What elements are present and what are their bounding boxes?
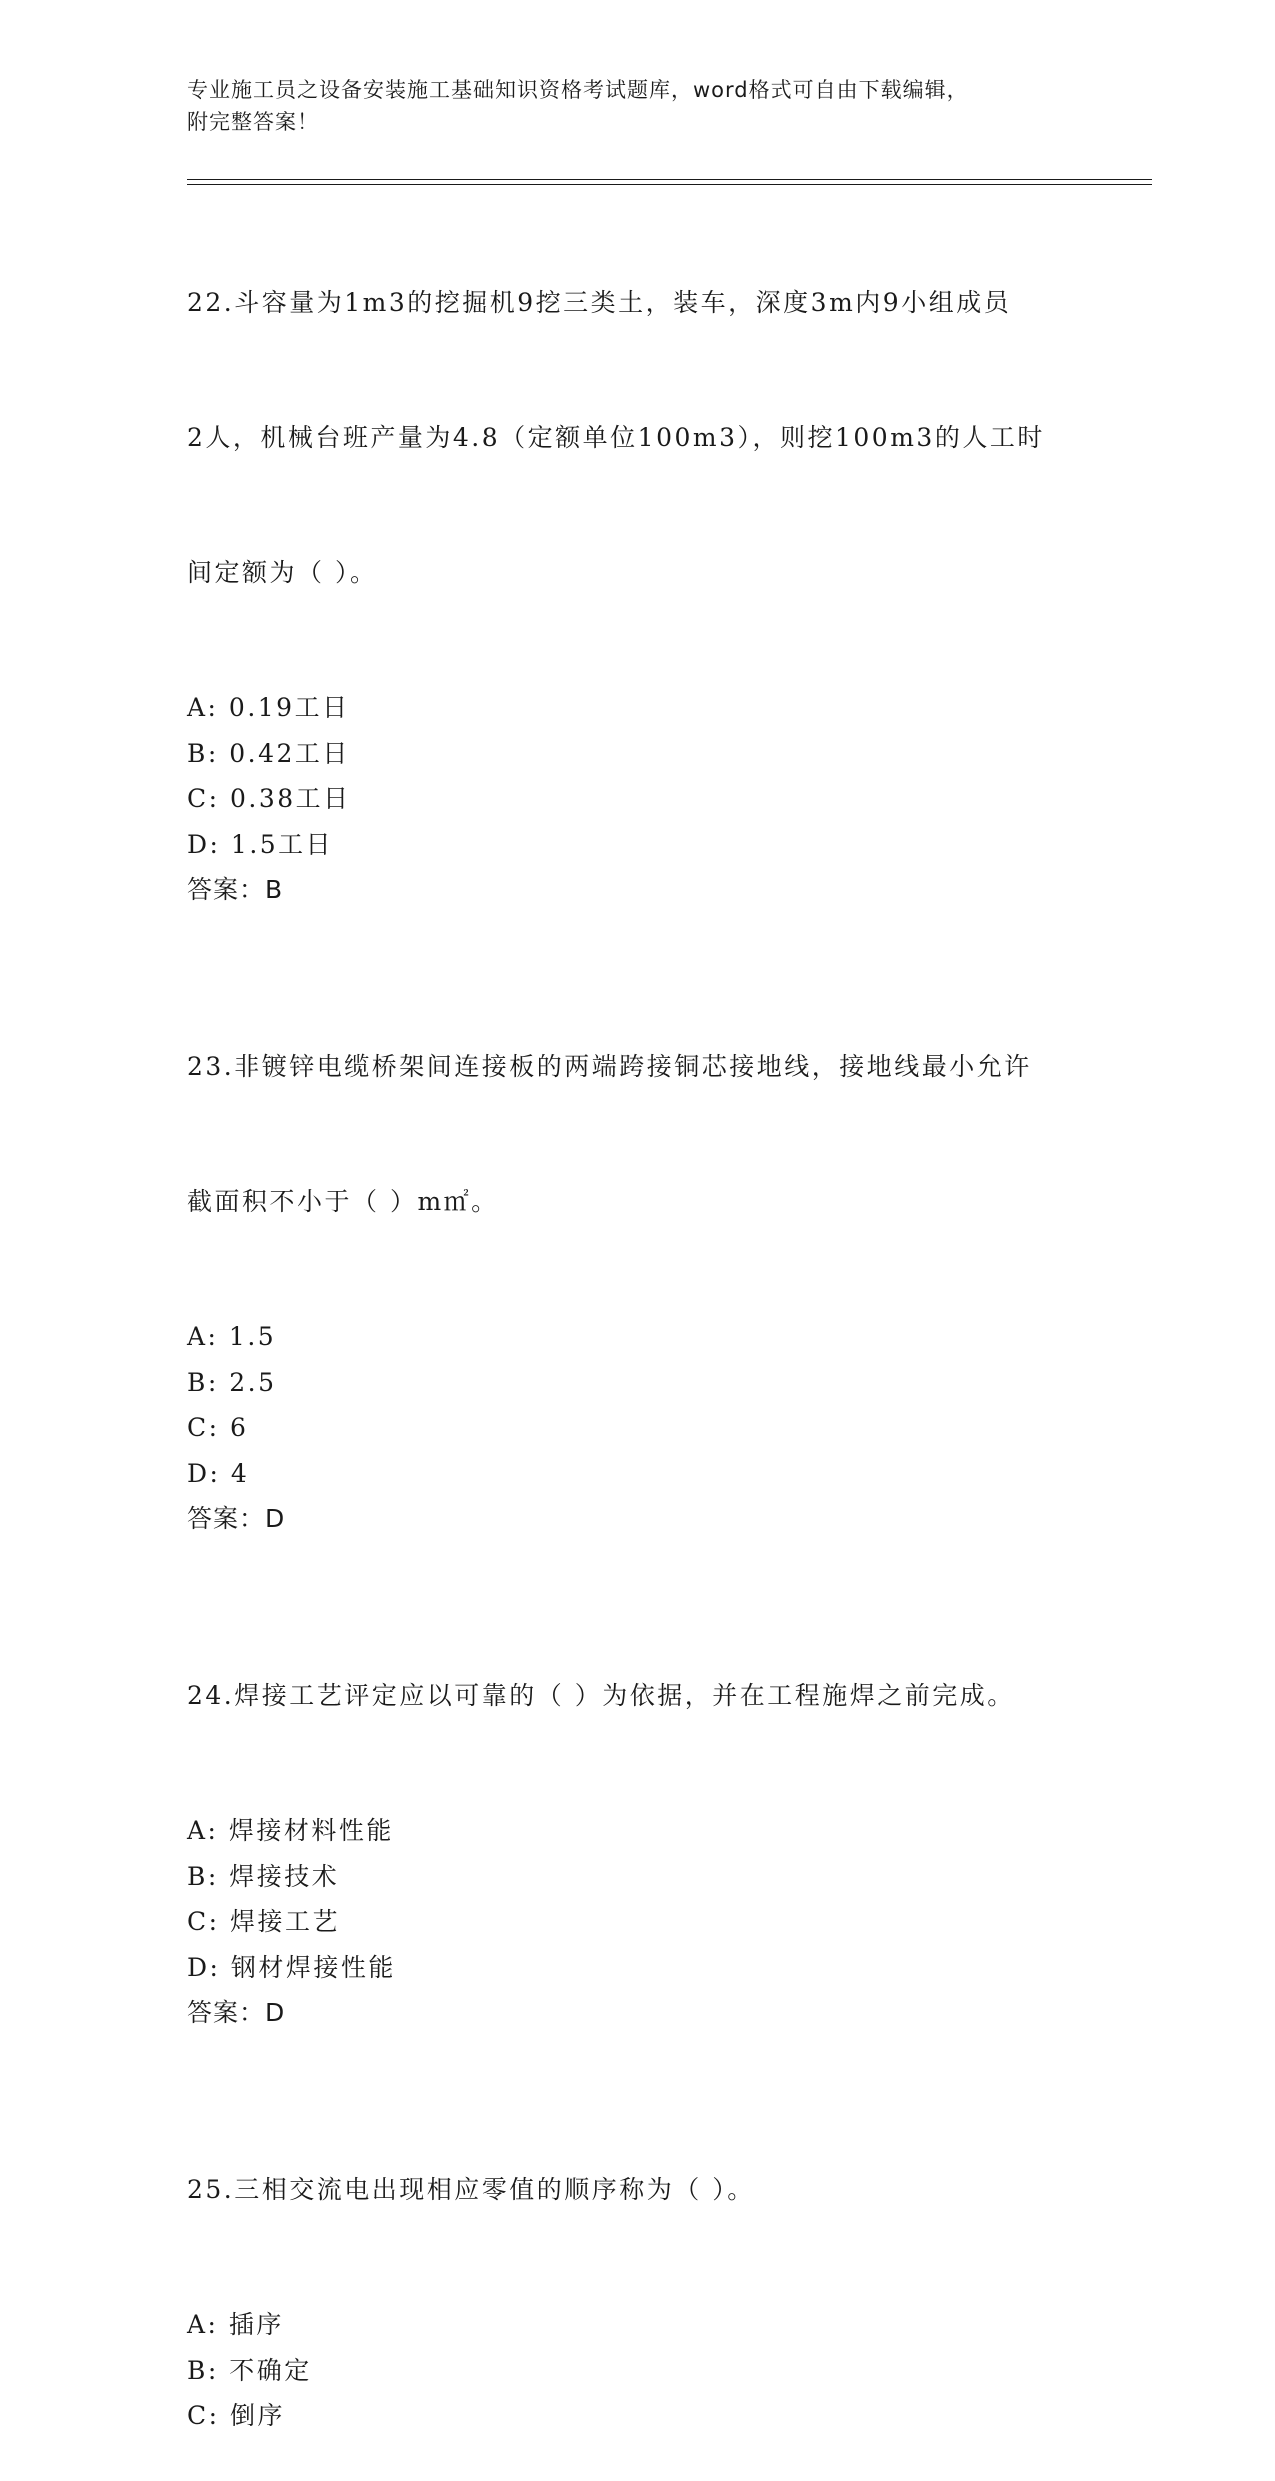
option-d: D: 4 bbox=[187, 1458, 250, 1488]
document-header bbox=[187, 74, 1087, 138]
question-stem-line: 2人，机械台班产量为4.8（定额单位100m3），则挖100m3的人工时 bbox=[187, 423, 1045, 452]
question-25 bbox=[187, 2077, 1087, 2439]
answer: 答案：D bbox=[187, 1998, 286, 2027]
option-d: D: 钢材焊接性能 bbox=[187, 1952, 396, 1982]
option-b: B: 不确定 bbox=[187, 2355, 312, 2385]
question-23 bbox=[187, 954, 1087, 1541]
question-stem-line: 25.三相交流电出现相应零值的顺序称为（ ）。 bbox=[187, 2175, 755, 2204]
question-22 bbox=[187, 190, 1087, 912]
answer: 答案：D bbox=[187, 1504, 286, 1533]
header-divider-top bbox=[187, 179, 1152, 180]
header-divider-bottom bbox=[187, 184, 1152, 185]
option-b: B: 焊接技术 bbox=[187, 1861, 340, 1891]
option-d: D: 1.5工日 bbox=[187, 829, 334, 859]
option-c: C: 倒序 bbox=[187, 2401, 285, 2430]
header-line-1: 专业施工员之设备安装施工基础知识资格考试题库，word格式可自由下载编辑， bbox=[187, 78, 969, 102]
question-stem bbox=[187, 1583, 1087, 1808]
option-a: A: 0.19工日 bbox=[187, 693, 350, 722]
question-stem-line: 24.焊接工艺评定应以可靠的（ ）为依据，并在工程施焊之前完成。 bbox=[187, 1681, 1015, 1710]
question-list bbox=[187, 190, 1087, 2481]
question-stem-line: 23.非镀锌电缆桥架间连接板的两端跨接铜芯接地线，接地线最小允许 bbox=[187, 1052, 1032, 1081]
option-a: A: 焊接材料性能 bbox=[187, 1816, 394, 1845]
option-b: B: 0.42工日 bbox=[187, 738, 350, 768]
question-stem-line: 间定额为（ ）。 bbox=[187, 558, 378, 587]
question-stem bbox=[187, 2077, 1087, 2302]
header-line-2: 附完整答案！ bbox=[187, 110, 319, 134]
answer: 答案：B bbox=[187, 875, 284, 904]
option-c: C: 0.38工日 bbox=[187, 784, 351, 813]
option-a: A: 插序 bbox=[187, 2310, 284, 2339]
option-c: C: 6 bbox=[187, 1413, 249, 1442]
option-b: B: 2.5 bbox=[187, 1367, 277, 1397]
question-stem-line: 截面积不小于（ ）m㎡。 bbox=[187, 1187, 499, 1216]
question-24 bbox=[187, 1583, 1087, 2035]
option-a: A: 1.5 bbox=[187, 1322, 277, 1351]
question-stem-line: 22.斗容量为1m3的挖掘机9挖三类土，装车，深度3m内9小组成员 bbox=[187, 288, 1012, 317]
option-c: C: 焊接工艺 bbox=[187, 1907, 340, 1936]
question-stem bbox=[187, 190, 1087, 685]
question-stem bbox=[187, 954, 1087, 1314]
